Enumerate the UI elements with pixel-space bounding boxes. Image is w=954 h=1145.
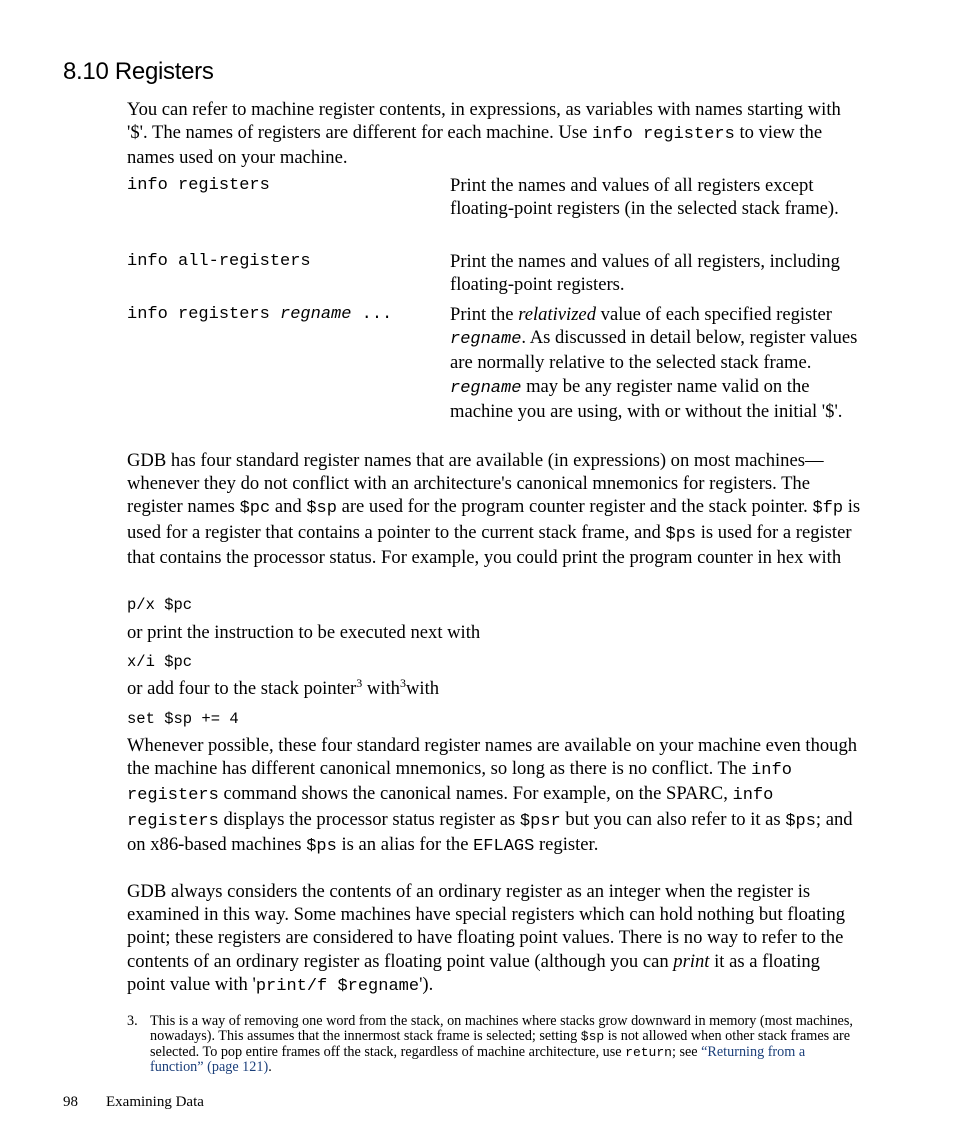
canonical-names-paragraph: Whenever possible, these four standard register names are available on your machine even though the machine has different canonical mnemonics, so long as there is no conflict. The info registers command shows the canonical names. For example, on the SPARC, info registers displays the processor status register as $psr but you can also refer to it as $ps; and on x86-based machines $ps is an alias for the EFLAGS register. [127, 735, 858, 856]
page-number: 98 [63, 1094, 78, 1110]
chapter-name: Examining Data [106, 1094, 204, 1110]
example-print-pc: p/x $pc [127, 596, 193, 614]
standard-registers-paragraph: GDB has four standard register names that are available (in expressions) on most machines—whenever they do not conflict with an architecture's canonical mnemonics for registers. The register names $pc and $sp are used for the program counter register and the stack pointer. $fp is used for a register that contains a pointer to the current stack frame, and $ps is used for a register that contains the processor status. For example, you could print the program counter in hex with [127, 450, 861, 568]
returning-from-function-link[interactable]: “Returning from a function” (page 121) [150, 1043, 806, 1076]
footnote-number: 3. [127, 1013, 138, 1029]
example-set-sp: set $sp += 4 [127, 710, 239, 728]
term-info-registers-regname: info registers regname ... [127, 305, 393, 324]
desc-info-registers-regname: Print the relativized value of each specified register regname. As discussed in detail below, register values are normally relative to the selected stack frame. regname may be any register name valid on the machine you are using, with or without the initial '$'. [450, 304, 858, 422]
line-print-instruction: or print the instruction to be executed next with [127, 622, 481, 643]
integer-register-paragraph: GDB always considers the contents of an ordinary register as an integer when the register is examined in this way. Some machines have special registers which can hold nothing but floating point; these registers are considered to have floating point values. There is no way to refer to the contents of an ordinary register as floating point value (although you can print it as a floating point value with 'print/f $regname'). [127, 881, 846, 996]
footnote-text: This is a way of removing one word from the stack, on machines where stacks grow downward in memory (most machines, nowadays). This assumes that the innermost stack frame is selected; setting $sp is not allowed when other stack frames are selected. To pop entire frames off the stack, regardless of machine architecture, use return; see “Returning from a function” (page 121). [150, 1013, 853, 1076]
desc-info-registers: Print the names and values of all registers except floating-point registers (in the selected stack frame). [450, 175, 839, 220]
term-info-registers: info registers [127, 176, 270, 195]
example-x-pc: x/i $pc [127, 653, 193, 671]
desc-info-all-registers: Print the names and values of all registers, including floating-point registers. [450, 251, 840, 296]
line-add-four: or add four to the stack pointer$^3$ with$^3$with [127, 675, 440, 699]
footnote-ref: 3 [399, 675, 406, 690]
intro-paragraph: You can refer to machine register contents, in expressions, as variables with names starting with '$'. The names of registers are different for each machine. Use info registers to view the names used on your machine. [127, 99, 841, 169]
section-title: 8.10 Registers [63, 58, 214, 85]
term-info-all-registers: info all-registers [127, 252, 311, 271]
footnote-ref: 3 [356, 675, 363, 690]
